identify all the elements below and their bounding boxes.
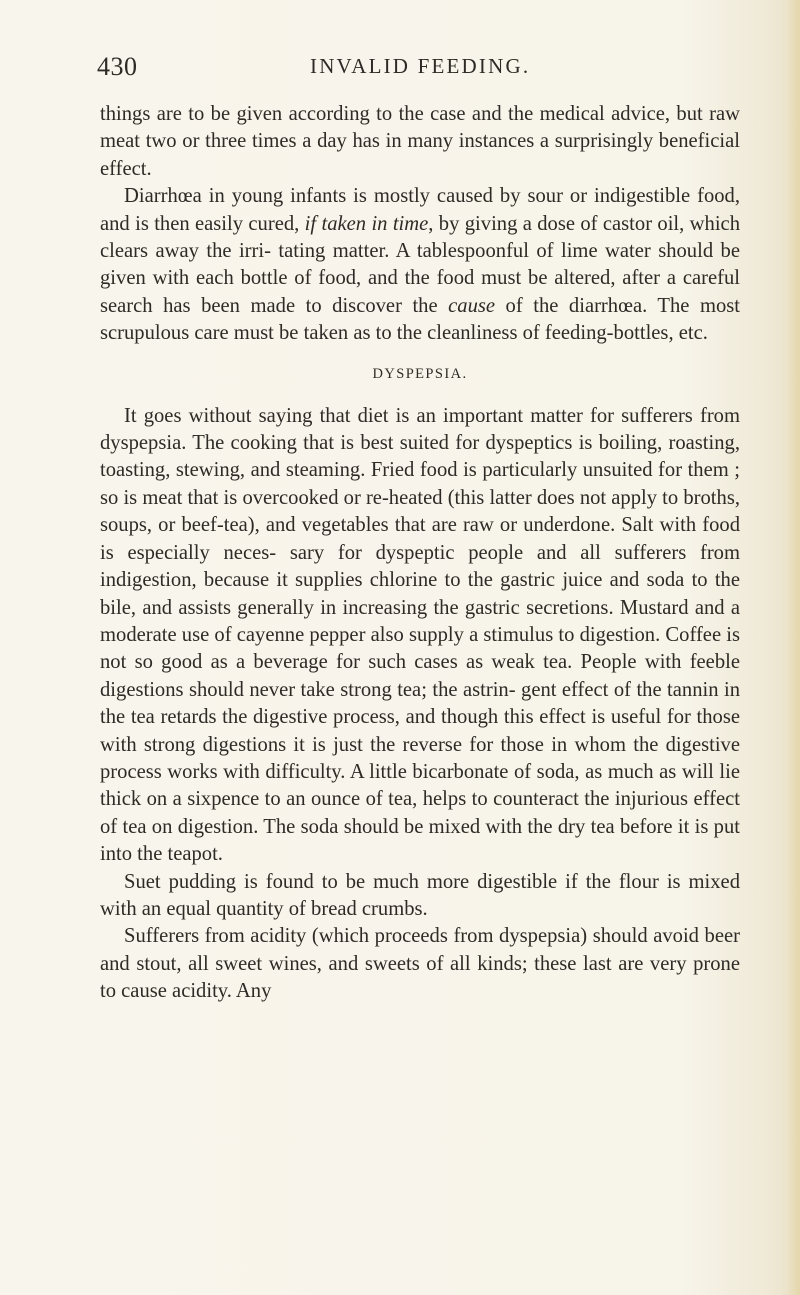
paragraph-continued	[100, 101, 740, 183]
text-run: of the diarrhœa. The most scrupulous care must be taken as to the cleanliness of feeding-bottles, etc.	[100, 294, 740, 345]
text-run: Suet pudding is found to be much more digestible if the flour is mixed with an equal quantity of bread crumbs.	[100, 870, 740, 920]
paragraph-dyspepsia	[100, 403, 740, 869]
paragraph-diarrhoea	[100, 183, 740, 347]
text-run: things are to be given according to the case and the medical advice, but raw meat two or three times a day has in many instances a surprisingly beneficial effect.	[100, 103, 740, 180]
running-head: INVALID FEEDING.	[310, 54, 531, 78]
page-number: 430	[97, 52, 138, 81]
body-text	[100, 101, 740, 1006]
italic-text-run: if taken in time	[304, 212, 429, 235]
section-heading: DYSPEPSIA.	[372, 365, 468, 382]
text-run: , by giving a dose of castor oil, which clears away the irri- tating matter. A tablespoonful of lime water should be given with each bottle of food, and the food must be altered, after a careful search has been made to discover the	[100, 212, 740, 317]
paragraph-suet-pudding	[100, 869, 740, 924]
paragraph-acidity	[100, 923, 740, 1005]
text-run: It goes without saying that diet is an important matter for sufferers from dyspepsia. The cooking that is best suited for dyspeptics is boiling, roasting, toasting, stewing, and steaming. Fried food is particularly unsuited for them ; so is meat that is overcooked or re-heated (this latter does not apply to broths, soups, or beef-tea), and vegetables that are raw or underdone. Salt with food is especially neces- sary for dyspeptic people and all sufferers from indigestion, because it supplies chlorine to the gastric juice and soda to the bile, and assists generally in increasing the gastric secretions. Mustard and a moderate use of cayenne pepper also supply a stimulus to digestion. Coffee is not so good as a beverage for such cases as weak tea. People with feeble digestions should never take strong tea; the astrin- gent effect of the tannin in the tea retards the digestive process, and though this effect is useful for those with strong digestions it is just the reverse for those in whom the digestive process works with difficulty. A little bicarbonate of soda, as much as will lie thick on a sixpence to an ounce of tea, helps to counteract the injurious effect of tea on digestion. The soda should be mixed with the dry tea before it is put into the teapot.	[100, 404, 740, 866]
page-edge-shading	[786, 0, 800, 1295]
text-run: Sufferers from acidity (which proceeds from dyspepsia) should avoid beer and stout, all sweet wines, and sweets of all kinds; these last are very prone to cause acidity. Any	[100, 925, 740, 1003]
text-run: Diarrhœa in young infants is mostly caused by sour or indigestible food, and is then easily cured,	[100, 185, 740, 235]
page-header	[97, 52, 717, 86]
italic-text-run: cause	[448, 294, 496, 317]
